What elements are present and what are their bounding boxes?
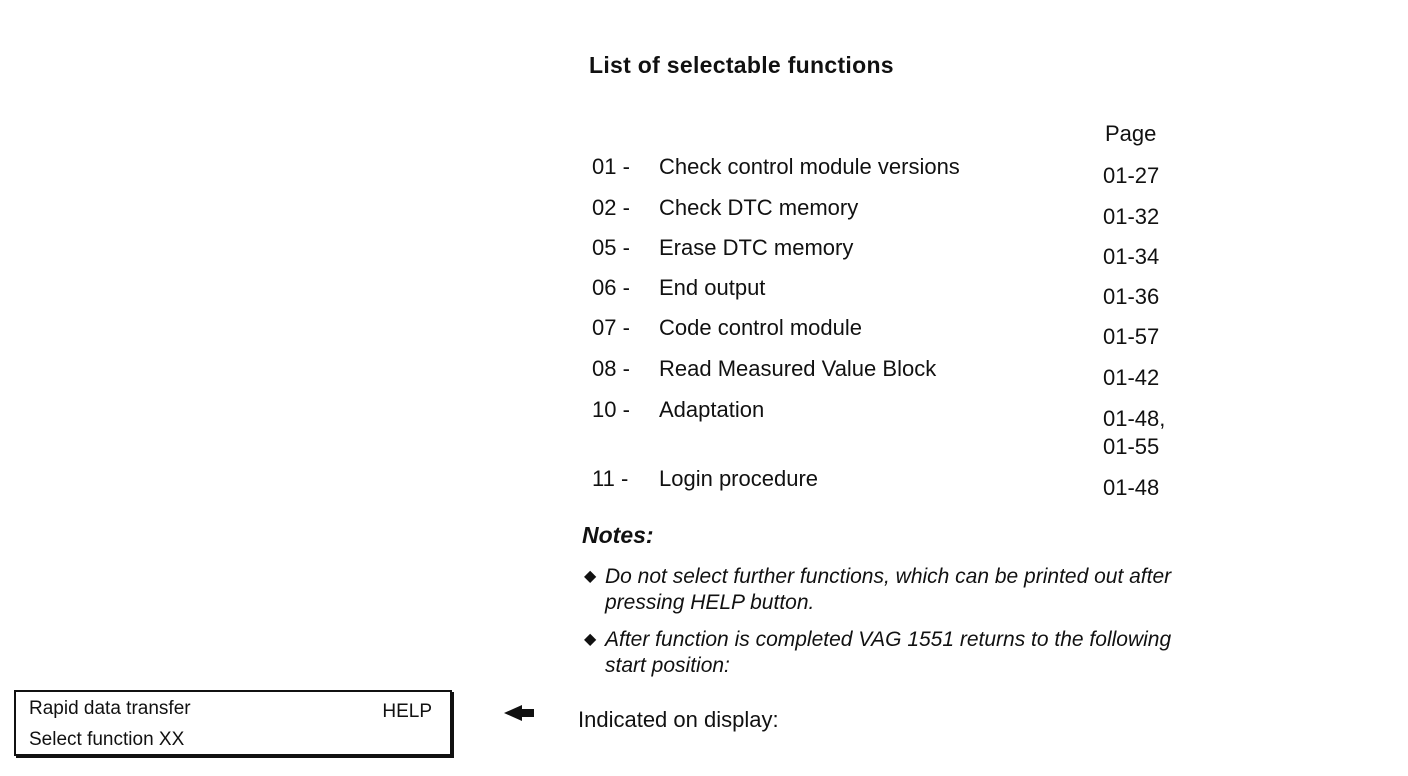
function-number: 02 - bbox=[592, 195, 630, 220]
note-item bbox=[584, 564, 1314, 616]
function-page: 01-32 bbox=[1103, 204, 1160, 229]
function-number: 05 - bbox=[592, 235, 630, 260]
function-row bbox=[592, 356, 1172, 390]
diamond-bullet-icon: ◆ bbox=[584, 631, 597, 648]
function-row bbox=[592, 315, 1172, 349]
page-column-header: Page bbox=[1105, 121, 1157, 146]
function-label: Code control module bbox=[659, 315, 863, 340]
function-number: 08 - bbox=[592, 356, 630, 381]
note-line: pressing HELP button. bbox=[605, 591, 815, 614]
function-page: 01-36 bbox=[1103, 284, 1160, 309]
page-title: List of selectable functions bbox=[589, 52, 894, 78]
display-line-2: Select function XX bbox=[29, 729, 185, 750]
display-help-label: HELP bbox=[382, 701, 432, 722]
function-number: 01 - bbox=[592, 154, 630, 179]
function-number: 11 - bbox=[592, 466, 629, 491]
notes-heading: Notes: bbox=[582, 522, 654, 548]
function-row bbox=[592, 275, 1172, 309]
arrow-left-icon bbox=[504, 705, 534, 721]
function-label: Read Measured Value Block bbox=[659, 356, 937, 381]
diamond-bullet-icon: ◆ bbox=[584, 568, 597, 585]
function-label: Login procedure bbox=[659, 466, 819, 491]
function-row bbox=[592, 397, 1172, 467]
function-label: Check DTC memory bbox=[659, 195, 859, 220]
display-line-1: Rapid data transfer bbox=[29, 698, 191, 719]
function-number: 06 - bbox=[592, 275, 630, 300]
function-page: 01-34 bbox=[1103, 244, 1160, 269]
tester-display bbox=[14, 690, 452, 756]
note-item bbox=[584, 627, 1314, 679]
function-row bbox=[592, 466, 1172, 500]
function-row bbox=[592, 195, 1172, 229]
function-page: 01-57 bbox=[1103, 324, 1160, 349]
function-label: Check control module versions bbox=[659, 154, 960, 179]
function-page-continued: 01-55 bbox=[1103, 434, 1160, 459]
function-number: 07 - bbox=[592, 315, 630, 340]
function-label: Erase DTC memory bbox=[659, 235, 854, 260]
function-row bbox=[592, 235, 1172, 269]
function-row bbox=[592, 154, 1172, 188]
function-page: 01-48, bbox=[1103, 406, 1166, 431]
function-label: Adaptation bbox=[659, 397, 765, 422]
function-page: 01-27 bbox=[1103, 163, 1160, 188]
function-page: 01-42 bbox=[1103, 365, 1160, 390]
indicated-on-display-label: Indicated on display: bbox=[578, 707, 779, 732]
function-page: 01-48 bbox=[1103, 475, 1160, 500]
function-number: 10 - bbox=[592, 397, 630, 422]
function-label: End output bbox=[659, 275, 766, 300]
note-line: start position: bbox=[605, 654, 730, 677]
note-line: After function is completed VAG 1551 returns to the following bbox=[605, 628, 1172, 651]
note-line: Do not select further functions, which can be printed out after bbox=[605, 565, 1172, 588]
